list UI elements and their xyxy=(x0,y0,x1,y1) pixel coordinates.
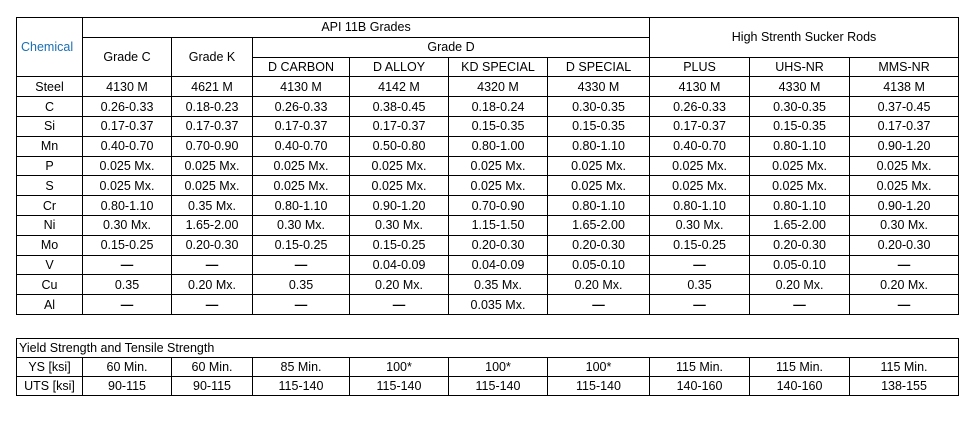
table-cell: 0.025 Mx. xyxy=(350,156,449,176)
table-cell: 0.025 Mx. xyxy=(750,156,850,176)
table-cell: 0.30 Mx. xyxy=(83,215,172,235)
table-cell: — xyxy=(650,295,750,315)
element-row xyxy=(17,295,959,315)
high-strength-rods-header: High Strenth Sucker Rods xyxy=(650,18,959,58)
table-cell: 115 Min. xyxy=(750,358,850,377)
table-cell: 0.025 Mx. xyxy=(449,176,548,196)
table-cell: 1.15-1.50 xyxy=(449,215,548,235)
table-cell: — xyxy=(548,295,650,315)
table-cell: 4142 M xyxy=(350,77,449,97)
table-cell: 0.025 Mx. xyxy=(253,176,350,196)
element-row xyxy=(17,176,959,196)
table-cell: 0.17-0.37 xyxy=(253,116,350,136)
row-label: Cr xyxy=(17,196,83,216)
table-cell: 0.025 Mx. xyxy=(83,176,172,196)
table-cell: 0.80-1.10 xyxy=(83,196,172,216)
strength-section-title: Yield Strength and Tensile Strength xyxy=(17,339,959,358)
table-cell: 0.15-0.25 xyxy=(253,235,350,255)
row-label: Mo xyxy=(17,235,83,255)
element-row xyxy=(17,116,959,136)
table-cell: 4130 M xyxy=(253,77,350,97)
table-cell: — xyxy=(350,295,449,315)
table-cell: — xyxy=(253,255,350,275)
element-row xyxy=(17,97,959,117)
row-label: P xyxy=(17,156,83,176)
row-label: Si xyxy=(17,116,83,136)
element-row xyxy=(17,136,959,156)
row-label: S xyxy=(17,176,83,196)
table-cell: 0.90-1.20 xyxy=(350,196,449,216)
table-cell: 0.80-1.10 xyxy=(548,196,650,216)
table-cell: 0.26-0.33 xyxy=(83,97,172,117)
table-cell: 1.65-2.00 xyxy=(750,215,850,235)
table-cell: 85 Min. xyxy=(253,358,350,377)
row-label: C xyxy=(17,97,83,117)
table-cell: 0.15-0.35 xyxy=(548,116,650,136)
table-cell: 115 Min. xyxy=(650,358,750,377)
column-header: PLUS xyxy=(650,57,750,77)
column-header: MMS-NR xyxy=(850,57,959,77)
table-cell: — xyxy=(850,295,959,315)
table-cell: 4621 M xyxy=(172,77,253,97)
table-cell: 0.17-0.37 xyxy=(83,116,172,136)
table-cell: 0.025 Mx. xyxy=(850,176,959,196)
chemical-composition-table xyxy=(16,17,959,315)
table-cell: 0.025 Mx. xyxy=(172,156,253,176)
table-cell: 0.35 Mx. xyxy=(449,275,548,295)
table-cell: 0.025 Mx. xyxy=(650,176,750,196)
table-cell: 4330 M xyxy=(750,77,850,97)
table-cell: 0.05-0.10 xyxy=(750,255,850,275)
table-cell: 0.20 Mx. xyxy=(750,275,850,295)
column-header: D ALLOY xyxy=(350,57,449,77)
table-cell: 0.90-1.20 xyxy=(850,196,959,216)
table-cell: 1.65-2.00 xyxy=(548,215,650,235)
table-cell: 0.15-0.25 xyxy=(650,235,750,255)
table-cell: 0.70-0.90 xyxy=(449,196,548,216)
table-cell: 100* xyxy=(449,358,548,377)
table-cell: 0.35 xyxy=(650,275,750,295)
row-label: UTS [ksi] xyxy=(17,377,83,396)
table-cell: 60 Min. xyxy=(172,358,253,377)
element-row xyxy=(17,255,959,275)
grade-d-header: Grade D xyxy=(253,37,650,57)
table-cell: 0.025 Mx. xyxy=(548,156,650,176)
row-label: Cu xyxy=(17,275,83,295)
table-cell: — xyxy=(172,255,253,275)
table-cell: 0.35 xyxy=(83,275,172,295)
table-cell: 115-140 xyxy=(449,377,548,396)
table-cell: 1.65-2.00 xyxy=(172,215,253,235)
column-header: D SPECIAL xyxy=(548,57,650,77)
table-cell: 4320 M xyxy=(449,77,548,97)
strength-table xyxy=(16,338,959,396)
table-cell: 0.20-0.30 xyxy=(449,235,548,255)
table-cell: 0.90-1.20 xyxy=(850,136,959,156)
table-cell: 0.15-0.25 xyxy=(350,235,449,255)
table-cell: 90-115 xyxy=(83,377,172,396)
table-cell: 0.30 Mx. xyxy=(850,215,959,235)
table-cell: 0.17-0.37 xyxy=(350,116,449,136)
strength-row xyxy=(17,358,959,377)
api-11b-grades-header: API 11B Grades xyxy=(83,18,650,38)
table-cell: — xyxy=(750,295,850,315)
table-cell: 0.20-0.30 xyxy=(850,235,959,255)
row-label: Steel xyxy=(17,77,83,97)
table-cell: 140-160 xyxy=(650,377,750,396)
column-header: D CARBON xyxy=(253,57,350,77)
table-cell: 138-155 xyxy=(850,377,959,396)
strength-title-row xyxy=(17,339,959,358)
table-cell: 0.30-0.35 xyxy=(750,97,850,117)
column-header: UHS-NR xyxy=(750,57,850,77)
table-cell: 0.15-0.35 xyxy=(449,116,548,136)
row-label: Mn xyxy=(17,136,83,156)
table-cell: 0.05-0.10 xyxy=(548,255,650,275)
table-cell: 0.20 Mx. xyxy=(850,275,959,295)
row-label: YS [ksi] xyxy=(17,358,83,377)
table-cell: 0.025 Mx. xyxy=(253,156,350,176)
element-row xyxy=(17,215,959,235)
table-cell: 0.04-0.09 xyxy=(350,255,449,275)
table-cell: 4130 M xyxy=(650,77,750,97)
table-cell: 0.30 Mx. xyxy=(253,215,350,235)
chemical-header: Chemical xyxy=(17,18,83,77)
table-cell: 115 Min. xyxy=(850,358,959,377)
column-header: KD SPECIAL xyxy=(449,57,548,77)
table-cell: 4330 M xyxy=(548,77,650,97)
table-cell: 0.38-0.45 xyxy=(350,97,449,117)
table-cell: 0.80-1.10 xyxy=(253,196,350,216)
table-cell: 100* xyxy=(548,358,650,377)
table-cell: 0.80-1.10 xyxy=(650,196,750,216)
table-cell: 0.37-0.45 xyxy=(850,97,959,117)
table-cell: 0.20 Mx. xyxy=(350,275,449,295)
row-label: Al xyxy=(17,295,83,315)
table-cell: 4130 M xyxy=(83,77,172,97)
table-cell: 0.15-0.35 xyxy=(750,116,850,136)
table-cell: 0.025 Mx. xyxy=(750,176,850,196)
table-cell: 0.20-0.30 xyxy=(548,235,650,255)
table-cell: 0.025 Mx. xyxy=(449,156,548,176)
table-cell: — xyxy=(650,255,750,275)
grade-k-header: Grade K xyxy=(172,37,253,77)
table-cell: — xyxy=(850,255,959,275)
table-cell: 0.80-1.00 xyxy=(449,136,548,156)
table-cell: 0.18-0.23 xyxy=(172,97,253,117)
table-cell: 0.35 Mx. xyxy=(172,196,253,216)
grade-c-header: Grade C xyxy=(83,37,172,77)
table-cell: 90-115 xyxy=(172,377,253,396)
table-cell: 0.17-0.37 xyxy=(650,116,750,136)
table-cell: 0.18-0.24 xyxy=(449,97,548,117)
table-cell: 0.17-0.37 xyxy=(172,116,253,136)
table-cell: 140-160 xyxy=(750,377,850,396)
table-cell: 0.70-0.90 xyxy=(172,136,253,156)
table-cell: 0.80-1.10 xyxy=(750,136,850,156)
table-cell: 0.30-0.35 xyxy=(548,97,650,117)
table-cell: 0.025 Mx. xyxy=(650,156,750,176)
row-label: V xyxy=(17,255,83,275)
table-cell: 115-140 xyxy=(350,377,449,396)
table-cell: 0.40-0.70 xyxy=(253,136,350,156)
table-cell: 0.40-0.70 xyxy=(650,136,750,156)
table-cell: 0.26-0.33 xyxy=(650,97,750,117)
element-row xyxy=(17,275,959,295)
table-cell: 0.40-0.70 xyxy=(83,136,172,156)
table-cell: 0.80-1.10 xyxy=(548,136,650,156)
row-label: Ni xyxy=(17,215,83,235)
table-cell: 0.20-0.30 xyxy=(750,235,850,255)
table-cell: 60 Min. xyxy=(83,358,172,377)
header-row-1 xyxy=(17,18,959,38)
table-cell: 0.50-0.80 xyxy=(350,136,449,156)
table-cell: 0.30 Mx. xyxy=(350,215,449,235)
table-cell: 0.35 xyxy=(253,275,350,295)
table-cell: — xyxy=(83,255,172,275)
table-cell: 0.26-0.33 xyxy=(253,97,350,117)
table-cell: 100* xyxy=(350,358,449,377)
strength-row xyxy=(17,377,959,396)
table-cell: 0.025 Mx. xyxy=(172,176,253,196)
element-row xyxy=(17,156,959,176)
element-row xyxy=(17,196,959,216)
table-cell: 0.025 Mx. xyxy=(850,156,959,176)
table-cell: 0.025 Mx. xyxy=(83,156,172,176)
table-cell: 0.20 Mx. xyxy=(172,275,253,295)
table-cell: 0.15-0.25 xyxy=(83,235,172,255)
table-cell: 0.025 Mx. xyxy=(350,176,449,196)
table-cell: 0.80-1.10 xyxy=(750,196,850,216)
table-cell: 4138 M xyxy=(850,77,959,97)
element-row xyxy=(17,77,959,97)
table-cell: 0.035 Mx. xyxy=(449,295,548,315)
table-cell: 0.04-0.09 xyxy=(449,255,548,275)
element-row xyxy=(17,235,959,255)
table-cell: 115-140 xyxy=(548,377,650,396)
table-cell: — xyxy=(253,295,350,315)
table-cell: — xyxy=(83,295,172,315)
table-cell: 0.025 Mx. xyxy=(548,176,650,196)
table-cell: 0.17-0.37 xyxy=(850,116,959,136)
table-cell: 0.20 Mx. xyxy=(548,275,650,295)
table-cell: — xyxy=(172,295,253,315)
table-cell: 115-140 xyxy=(253,377,350,396)
table-cell: 0.20-0.30 xyxy=(172,235,253,255)
table-cell: 0.30 Mx. xyxy=(650,215,750,235)
